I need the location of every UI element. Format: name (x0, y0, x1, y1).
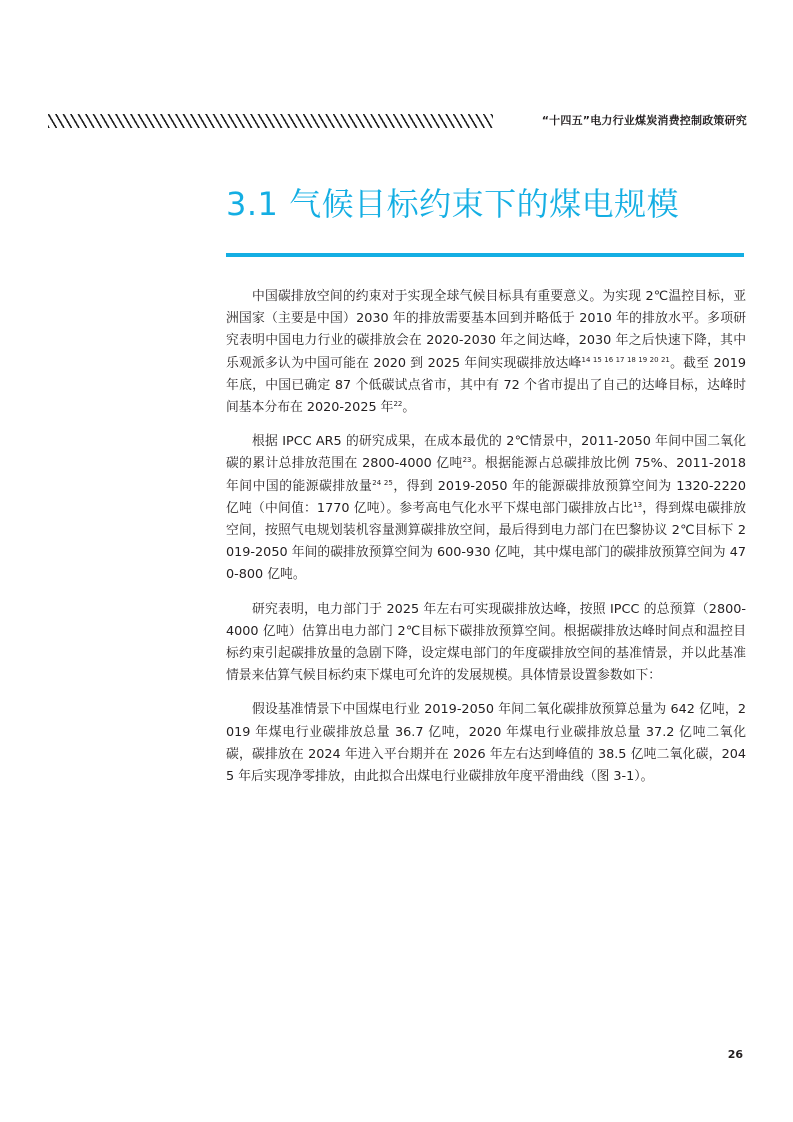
footnote-ref: 14 15 16 17 18 19 20 21 (581, 355, 670, 364)
paragraph-text: ，得到 2019-2050 年的能源碳排放预算空间为 1320-2220 亿吨（中间值：1770 亿吨）。参考高电气化水平下煤电部门碳排放占比 (226, 478, 746, 516)
decorative-hatch-bar (48, 114, 493, 128)
paragraph-text: 。根据能源占总碳排放比例 75%、2011-2018 年间中国的能源碳排放量 (226, 456, 747, 494)
paragraph-1 (226, 286, 746, 419)
footnote-ref: 13 (633, 500, 643, 509)
paragraph-text: 。 (402, 400, 416, 416)
paragraph-text: ，得到煤电碳排放空间，按照气电规划装机容量测算碳排放空间，最后得到电力部门在巴黎协议 2℃目标下 2019-2050 年间的碳排放预算空间为 600-930 亿吨，其中煤电部门的碳排放预算空间为 470-800 亿吨。 (226, 500, 746, 583)
paragraph-text: 根据 IPCC AR5 的研究成果，在成本最优的 2℃情景中，2011-2050 年间中国二氧化碳的累计总排放范围在 2800-4000 亿吨 (226, 434, 746, 472)
paragraph-text: 中国碳排放空间的约束对于实现全球气候目标具有重要意义。为实现 2℃温控目标，亚洲国家（主要是中国）2030 年的排放需要基本回到并略低于 2010 年的排放水平。多项研究表明中国电力行业的碳排放会在 2020-2030 年之间达峰，2030 年之后快速下降，其中乐观派多认为中国可能在 2020 到 2025 年间实现碳排放达峰 (226, 289, 746, 371)
body-text (226, 286, 746, 800)
paragraph-4: 假设基准情景下中国煤电行业 2019-2050 年间二氧化碳排放预算总量为 642 亿吨，2019 年煤电行业碳排放总量 36.7 亿吨，2020 年煤电行业碳排放总量 37.2 亿吨二氧化碳，碳排放在 2024 年进入平台期并在 2026 年左右达到峰值的 38.5 亿吨二氧化碳，2045 年后实现净零排放，由此拟合出煤电行业碳排放年度平滑曲线（图 3-1）。 (226, 702, 746, 785)
paragraph-2 (226, 431, 746, 586)
footnote-ref: 22 (393, 400, 403, 409)
paragraph-3: 研究表明，电力部门于 2025 年左右可实现碳排放达峰，按照 IPCC 的总预算（2800-4000 亿吨）估算出电力部门 2℃目标下碳排放预算空间。根据碳排放达峰时间点和温控目标约束引起碳排放量的急剧下降，设定煤电部门的年度碳排放空间的基准情景，并以此基准情景来估算气候目标约束下煤电可允许的发展规模。具体情景设置参数如下： (226, 601, 746, 684)
page-number: 26 (727, 1048, 743, 1061)
section-title: 3.1 气候目标约束下的煤电规模 (226, 185, 680, 223)
footnote-ref: 23 (462, 456, 472, 465)
title-underline (226, 253, 744, 257)
footnote-ref: 24 25 (372, 478, 393, 487)
paragraph-text: 。截至 2019 年底，中国已确定 87 个低碳试点省市，其中有 72 个省市提出了自己的达峰目标，达峰时间基本分布在 2020-2025 年 (226, 355, 747, 416)
running-header-title: “十四五”电力行业煤炭消费控制政策研究 (541, 114, 747, 127)
